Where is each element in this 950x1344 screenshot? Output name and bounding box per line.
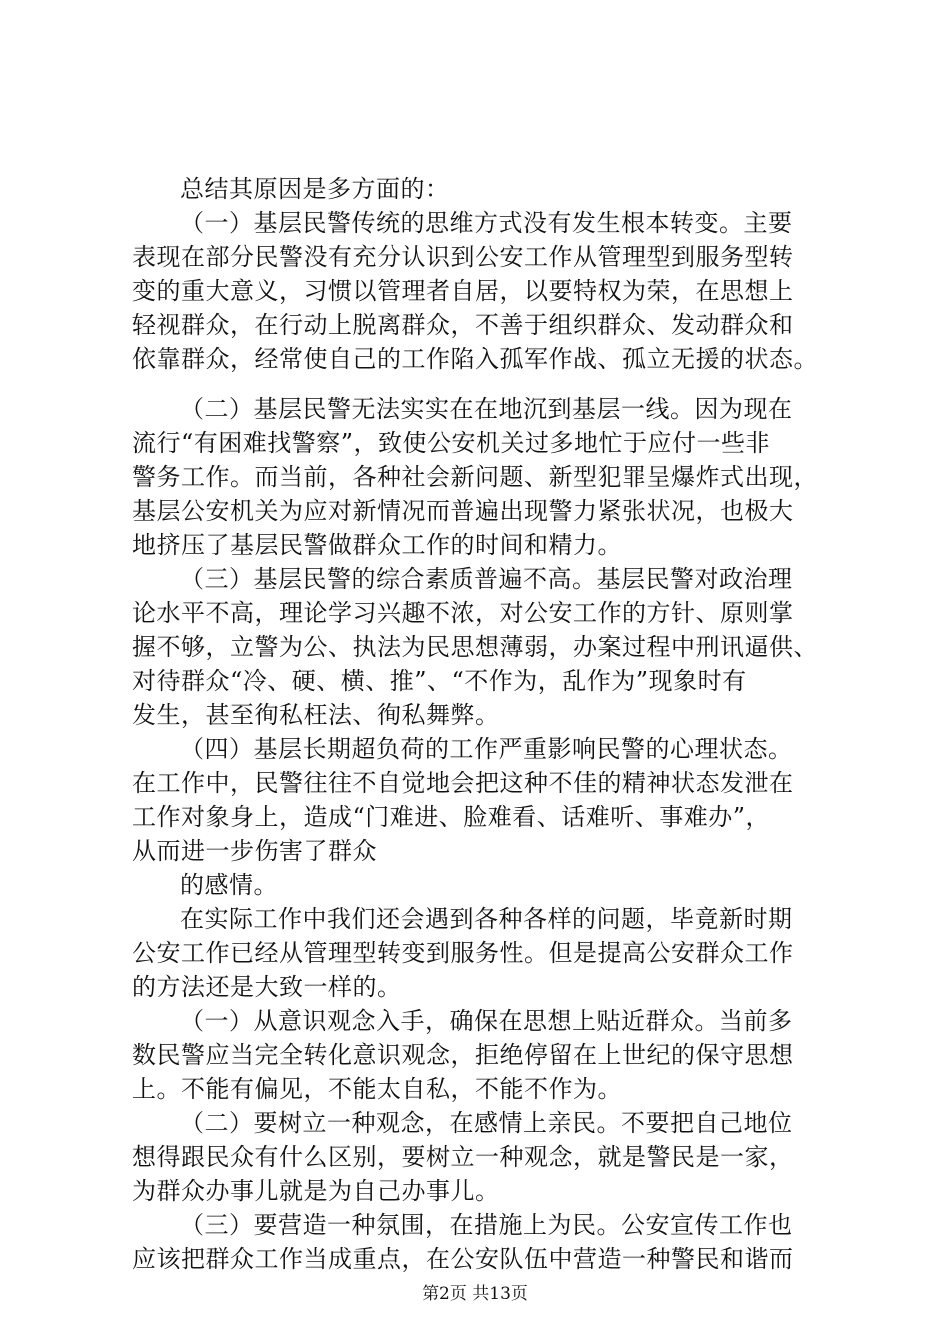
text-line: 轻视群众，在行动上脱离群众，不善于组织群众、发动群众和 xyxy=(132,311,794,339)
text-line: 公安工作已经从管理型转变到服务性。但是提高公安群众工作 xyxy=(132,939,794,967)
text-line: （一）基层民警传统的思维方式没有发生根本转变。主要 xyxy=(180,209,793,237)
text-line: 总结其原因是多方面的： xyxy=(180,175,450,203)
text-line: 基层公安机关为应对新情况而普遍出现警力紧张状况，也极大 xyxy=(132,497,794,525)
text-line: 流行“有困难找警察”，致使公安机关过多地忙于应付一些非 xyxy=(132,429,771,457)
page-number-footer: 第2页 共13页 xyxy=(422,1284,528,1304)
text-line: 变的重大意义，习惯以管理者自居，以要特权为荣，在思想上 xyxy=(132,277,794,305)
text-line: 的感情。 xyxy=(180,871,278,899)
text-line: （二）基层民警无法实实在在地沉到基层一线。因为现在 xyxy=(180,395,793,423)
text-line: 上。不能有偏见，不能太自私，不能不作为。 xyxy=(132,1075,622,1103)
text-line: 发生，甚至徇私枉法、徇私舞弊。 xyxy=(132,701,500,729)
text-line: （三）基层民警的综合素质普遍不高。基层民警对政治理 xyxy=(180,565,793,593)
text-line: （三）要营造一种氛围，在措施上为民。公安宣传工作也 xyxy=(180,1211,793,1239)
text-line: 想得跟民众有什么区别，要树立一种观念，就是警民是一家， xyxy=(132,1143,794,1171)
text-line: 握不够，立警为公、执法为民思想薄弱，办案过程中刑讯逼供、 xyxy=(132,633,818,661)
text-line: （四）基层长期超负荷的工作严重影响民警的心理状态。 xyxy=(180,735,793,763)
text-line: 表现在部分民警没有充分认识到公安工作从管理型到服务型转 xyxy=(132,243,794,271)
text-line: 在实际工作中我们还会遇到各种各样的问题，毕竟新时期 xyxy=(180,905,793,933)
text-line: 在工作中，民警往往不自觉地会把这种不佳的精神状态发泄在 xyxy=(132,769,794,797)
text-line: 的方法还是大致一样的。 xyxy=(132,973,402,1001)
text-line: （二）要树立一种观念，在感情上亲民。不要把自己地位 xyxy=(180,1109,793,1137)
text-line: 为群众办事儿就是为自己办事儿。 xyxy=(132,1177,500,1205)
text-line: 应该把群众工作当成重点，在公安队伍中营造一种警民和谐而 xyxy=(132,1245,794,1273)
text-line: 从而进一步伤害了群众 xyxy=(132,837,377,865)
text-line: 工作对象身上，造成“门难进、脸难看、话难听、事难办”， xyxy=(132,803,771,831)
text-line: （一）从意识观念入手，确保在思想上贴近群众。当前多 xyxy=(180,1007,793,1035)
text-line: 论水平不高，理论学习兴趣不浓，对公安工作的方针、原则掌 xyxy=(132,599,794,627)
text-line: 数民警应当完全转化意识观念，拒绝停留在上世纪的保守思想 xyxy=(132,1041,794,1069)
text-line: 警务工作。而当前，各种社会新问题、新型犯罪呈爆炸式出现， xyxy=(132,463,818,491)
text-line: 地挤压了基层民警做群众工作的时间和精力。 xyxy=(132,531,622,559)
text-line: 依靠群众，经常使自己的工作陷入孤军作战、孤立无援的状态。 xyxy=(132,345,818,373)
text-line: 对待群众“冷、硬、横、推”、“不作为，乱作为”现象时有 xyxy=(132,667,747,695)
